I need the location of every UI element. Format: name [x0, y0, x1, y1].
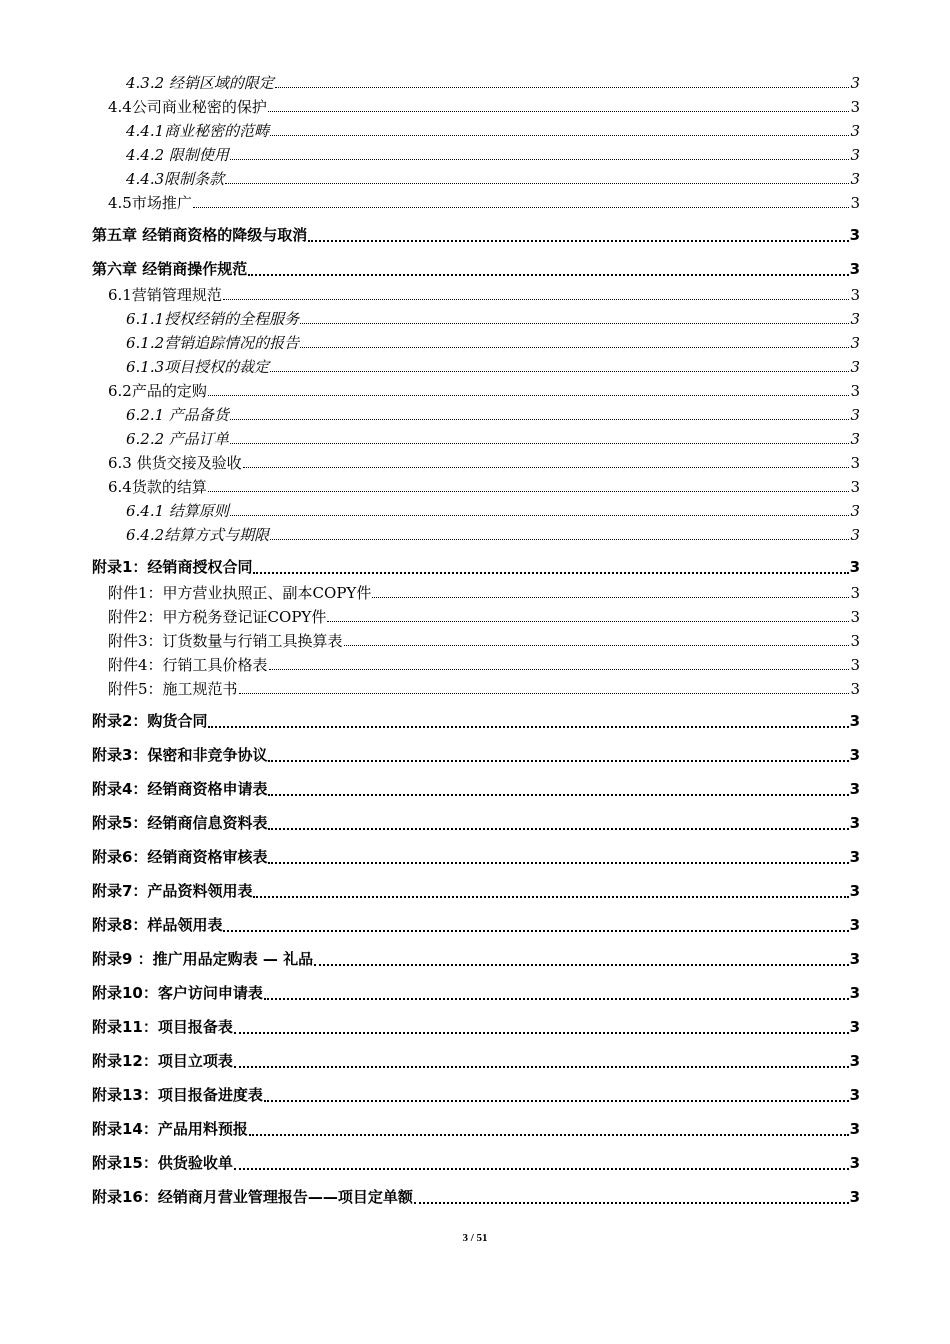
toc-entry-page: 3: [849, 882, 860, 900]
toc-entry-title: 附录7：产品资料领用表: [92, 882, 253, 900]
toc-entry-page: 3: [850, 98, 860, 116]
toc-entry-title: 附录12：项目立项表: [92, 1052, 233, 1070]
toc-entry[interactable]: [92, 734, 860, 768]
toc-entry-title: 6.2产品的定购: [108, 382, 207, 400]
toc-entry-page: 3: [849, 1154, 860, 1172]
toc-entry-page: 3: [850, 122, 860, 140]
toc-dot-leader: [249, 1134, 849, 1136]
toc-dot-leader: [327, 621, 849, 622]
toc-entry-title: 附录14：产品用料预报: [92, 1120, 248, 1138]
toc-entry[interactable]: [92, 142, 860, 166]
toc-entry-page: 3: [849, 780, 860, 798]
toc-entry[interactable]: [92, 904, 860, 938]
toc-dot-leader: [243, 467, 850, 468]
toc-entry-title: 4.4.2 限制使用: [126, 146, 229, 164]
toc-entry-page: 3: [849, 746, 860, 764]
toc-dot-leader: [253, 896, 848, 898]
toc-entry-page: 3: [850, 502, 860, 520]
toc-entry-title: 4.4.3限制条款: [126, 170, 225, 188]
toc-entry-page: 3: [850, 170, 860, 188]
toc-entry-title: 附录15：供货验收单: [92, 1154, 233, 1172]
toc-dot-leader: [264, 1100, 849, 1102]
toc-dot-leader: [234, 1066, 849, 1068]
toc-entry-title: 4.3.2 经销区域的限定: [126, 74, 274, 92]
toc-dot-leader: [230, 443, 850, 444]
toc-entry-page: 3: [850, 680, 860, 698]
toc-entry[interactable]: [92, 118, 860, 142]
toc-entry-page: 3: [849, 558, 860, 576]
toc-entry-page: 3: [849, 226, 860, 244]
toc-dot-leader: [239, 693, 850, 694]
toc-dot-leader: [230, 515, 850, 516]
toc-entry-page: 3: [850, 632, 860, 650]
toc-dot-leader: [253, 572, 848, 574]
toc-entry-page: 3: [850, 584, 860, 602]
toc-dot-leader: [270, 539, 849, 540]
toc-entry[interactable]: [92, 628, 860, 652]
toc-dot-leader: [248, 274, 848, 276]
toc-entry-page: 3: [850, 478, 860, 496]
toc-entry-title: 6.1.1授权经销的全程服务: [126, 310, 300, 328]
toc-entry-page: 3: [850, 656, 860, 674]
toc-dot-leader: [208, 395, 850, 396]
toc-entry-page: 3: [850, 526, 860, 544]
toc-dot-leader: [314, 964, 848, 966]
toc-entry-page: 3: [850, 430, 860, 448]
toc-entry-title: 附录16：经销商月营业管理报告——项目定单额: [92, 1188, 413, 1206]
toc-entry[interactable]: [92, 354, 860, 378]
toc-entry-title: 6.4.2结算方式与期限: [126, 526, 270, 544]
toc-entry-page: 3: [849, 814, 860, 832]
toc-dot-leader: [230, 159, 850, 160]
toc-entry[interactable]: [92, 306, 860, 330]
toc-entry-title: 4.4公司商业秘密的保护: [108, 98, 267, 116]
toc-entry[interactable]: [92, 580, 860, 604]
toc-dot-leader: [268, 862, 848, 864]
toc-entry-page: 3: [850, 286, 860, 304]
toc-entry-page: 3: [849, 1018, 860, 1036]
toc-entry[interactable]: [92, 1006, 860, 1040]
toc-entry[interactable]: [92, 498, 860, 522]
toc-entry[interactable]: [92, 94, 860, 118]
toc-entry[interactable]: [92, 1176, 860, 1210]
toc-entry-page: 3: [849, 950, 860, 968]
toc-entry[interactable]: [92, 330, 860, 354]
toc-entry-page: 3: [850, 608, 860, 626]
toc-entry-title: 附录13：项目报备进度表: [92, 1086, 263, 1104]
toc-entry-page: 3: [849, 916, 860, 934]
toc-dot-leader: [208, 726, 848, 728]
toc-entry[interactable]: [92, 1108, 860, 1142]
toc-entry-page: 3: [850, 454, 860, 472]
toc-dot-leader: [275, 87, 850, 88]
toc-entry[interactable]: [92, 802, 860, 836]
toc-entry-title: 第五章 经销商资格的降级与取消: [92, 226, 308, 244]
toc-entry-title: 附录10：客户访问申请表: [92, 984, 263, 1002]
toc-dot-leader: [225, 183, 849, 184]
toc-entry-page: 3: [849, 260, 860, 278]
toc-entry-title: 6.3 供货交接及验收: [108, 454, 242, 472]
toc-entry[interactable]: [92, 652, 860, 676]
toc-entry[interactable]: [92, 402, 860, 426]
toc-entry-page: 3: [850, 310, 860, 328]
toc-dot-leader: [208, 491, 850, 492]
toc-entry-page: 3: [850, 382, 860, 400]
toc-dot-leader: [308, 240, 848, 242]
toc-entry[interactable]: [92, 426, 860, 450]
toc-entry-page: 3: [849, 984, 860, 1002]
toc-entry-title: 附录9 ：推广用品定购表 — 礼品: [92, 950, 314, 968]
toc-entry-title: 附录11：项目报备表: [92, 1018, 233, 1036]
toc-entry[interactable]: [92, 70, 860, 94]
toc-entry-title: 附件1：甲方营业执照正、副本COPY件: [108, 584, 372, 602]
toc-entry-page: 3: [849, 1052, 860, 1070]
toc-dot-leader: [234, 1168, 849, 1170]
toc-entry-page: 3: [849, 1120, 860, 1138]
toc-entry-title: 4.5市场推广: [108, 194, 192, 212]
toc-entry[interactable]: [92, 1040, 860, 1074]
toc-dot-leader: [223, 930, 848, 932]
toc-entry-title: 附录6：经销商资格审核表: [92, 848, 268, 866]
toc-dot-leader: [264, 998, 849, 1000]
toc-entry-title: 6.2.2 产品订单: [126, 430, 229, 448]
toc-entry-title: 附录8：样品领用表: [92, 916, 223, 934]
toc-entry-page: 3: [850, 334, 860, 352]
toc-entry-title: 附件2：甲方税务登记证COPY件: [108, 608, 327, 626]
toc-entry-title: 第六章 经销商操作规范: [92, 260, 248, 278]
toc-entry[interactable]: [92, 1074, 860, 1108]
toc-entry-title: 附件3：订货数量与行销工具换算表: [108, 632, 343, 650]
toc-entry-title: 6.1营销管理规范: [108, 286, 222, 304]
toc-entry-title: 附录3：保密和非竞争协议: [92, 746, 268, 764]
toc-entry-title: 附录4：经销商资格申请表: [92, 780, 268, 798]
toc-entry[interactable]: [92, 1142, 860, 1176]
toc-entry[interactable]: [92, 676, 860, 700]
toc-entry-page: 3: [850, 358, 860, 376]
toc-entry-page: 3: [850, 406, 860, 424]
toc-entry[interactable]: [92, 378, 860, 402]
toc-entry-title: 6.2.1 产品备货: [126, 406, 229, 424]
toc-entry-title: 6.4.1 结算原则: [126, 502, 229, 520]
toc-entry[interactable]: [92, 938, 860, 972]
toc-dot-leader: [372, 597, 849, 598]
toc-entry-page: 3: [849, 712, 860, 730]
toc-entry[interactable]: [92, 248, 860, 282]
toc-entry[interactable]: [92, 166, 860, 190]
toc-entry[interactable]: [92, 522, 860, 546]
toc-entry[interactable]: [92, 836, 860, 870]
toc-entry[interactable]: [92, 700, 860, 734]
toc-entry-title: 6.1.2营销追踪情况的报告: [126, 334, 300, 352]
toc-entry[interactable]: [92, 870, 860, 904]
toc-entry[interactable]: [92, 282, 860, 306]
toc-dot-leader: [268, 794, 848, 796]
toc-entry-page: 3: [849, 1188, 860, 1206]
toc-dot-leader: [268, 760, 848, 762]
table-of-contents: [92, 70, 860, 1210]
toc-dot-leader: [344, 645, 850, 646]
toc-entry-page: 3: [850, 194, 860, 212]
toc-entry-page: 3: [850, 74, 860, 92]
page-number: 3 / 51: [462, 1232, 488, 1244]
toc-dot-leader: [270, 135, 849, 136]
toc-dot-leader: [300, 347, 849, 348]
toc-entry[interactable]: [92, 450, 860, 474]
toc-dot-leader: [193, 207, 850, 208]
toc-entry-title: 附录5：经销商信息资料表: [92, 814, 268, 832]
toc-entry[interactable]: [92, 474, 860, 498]
toc-entry[interactable]: [92, 190, 860, 214]
toc-entry[interactable]: [92, 768, 860, 802]
toc-entry-title: 6.4货款的结算: [108, 478, 207, 496]
toc-entry-page: 3: [849, 1086, 860, 1104]
toc-entry-title: 4.4.1商业秘密的范畴: [126, 122, 270, 140]
toc-entry-title: 附件5：施工规范书: [108, 680, 238, 698]
toc-entry-page: 3: [849, 848, 860, 866]
toc-dot-leader: [270, 371, 849, 372]
toc-dot-leader: [268, 111, 850, 112]
toc-dot-leader: [269, 669, 850, 670]
toc-entry-title: 6.1.3项目授权的裁定: [126, 358, 270, 376]
toc-entry[interactable]: [92, 546, 860, 580]
toc-entry[interactable]: [92, 972, 860, 1006]
toc-entry-title: 附录2：购货合同: [92, 712, 208, 730]
toc-entry[interactable]: [92, 214, 860, 248]
toc-dot-leader: [230, 419, 850, 420]
toc-entry[interactable]: [92, 604, 860, 628]
toc-entry-page: 3: [850, 146, 860, 164]
toc-dot-leader: [300, 323, 849, 324]
toc-dot-leader: [268, 828, 848, 830]
toc-dot-leader: [414, 1202, 849, 1204]
toc-entry-title: 附录1：经销商授权合同: [92, 558, 253, 576]
toc-dot-leader: [234, 1032, 849, 1034]
toc-dot-leader: [223, 299, 850, 300]
toc-entry-title: 附件4：行销工具价格表: [108, 656, 268, 674]
